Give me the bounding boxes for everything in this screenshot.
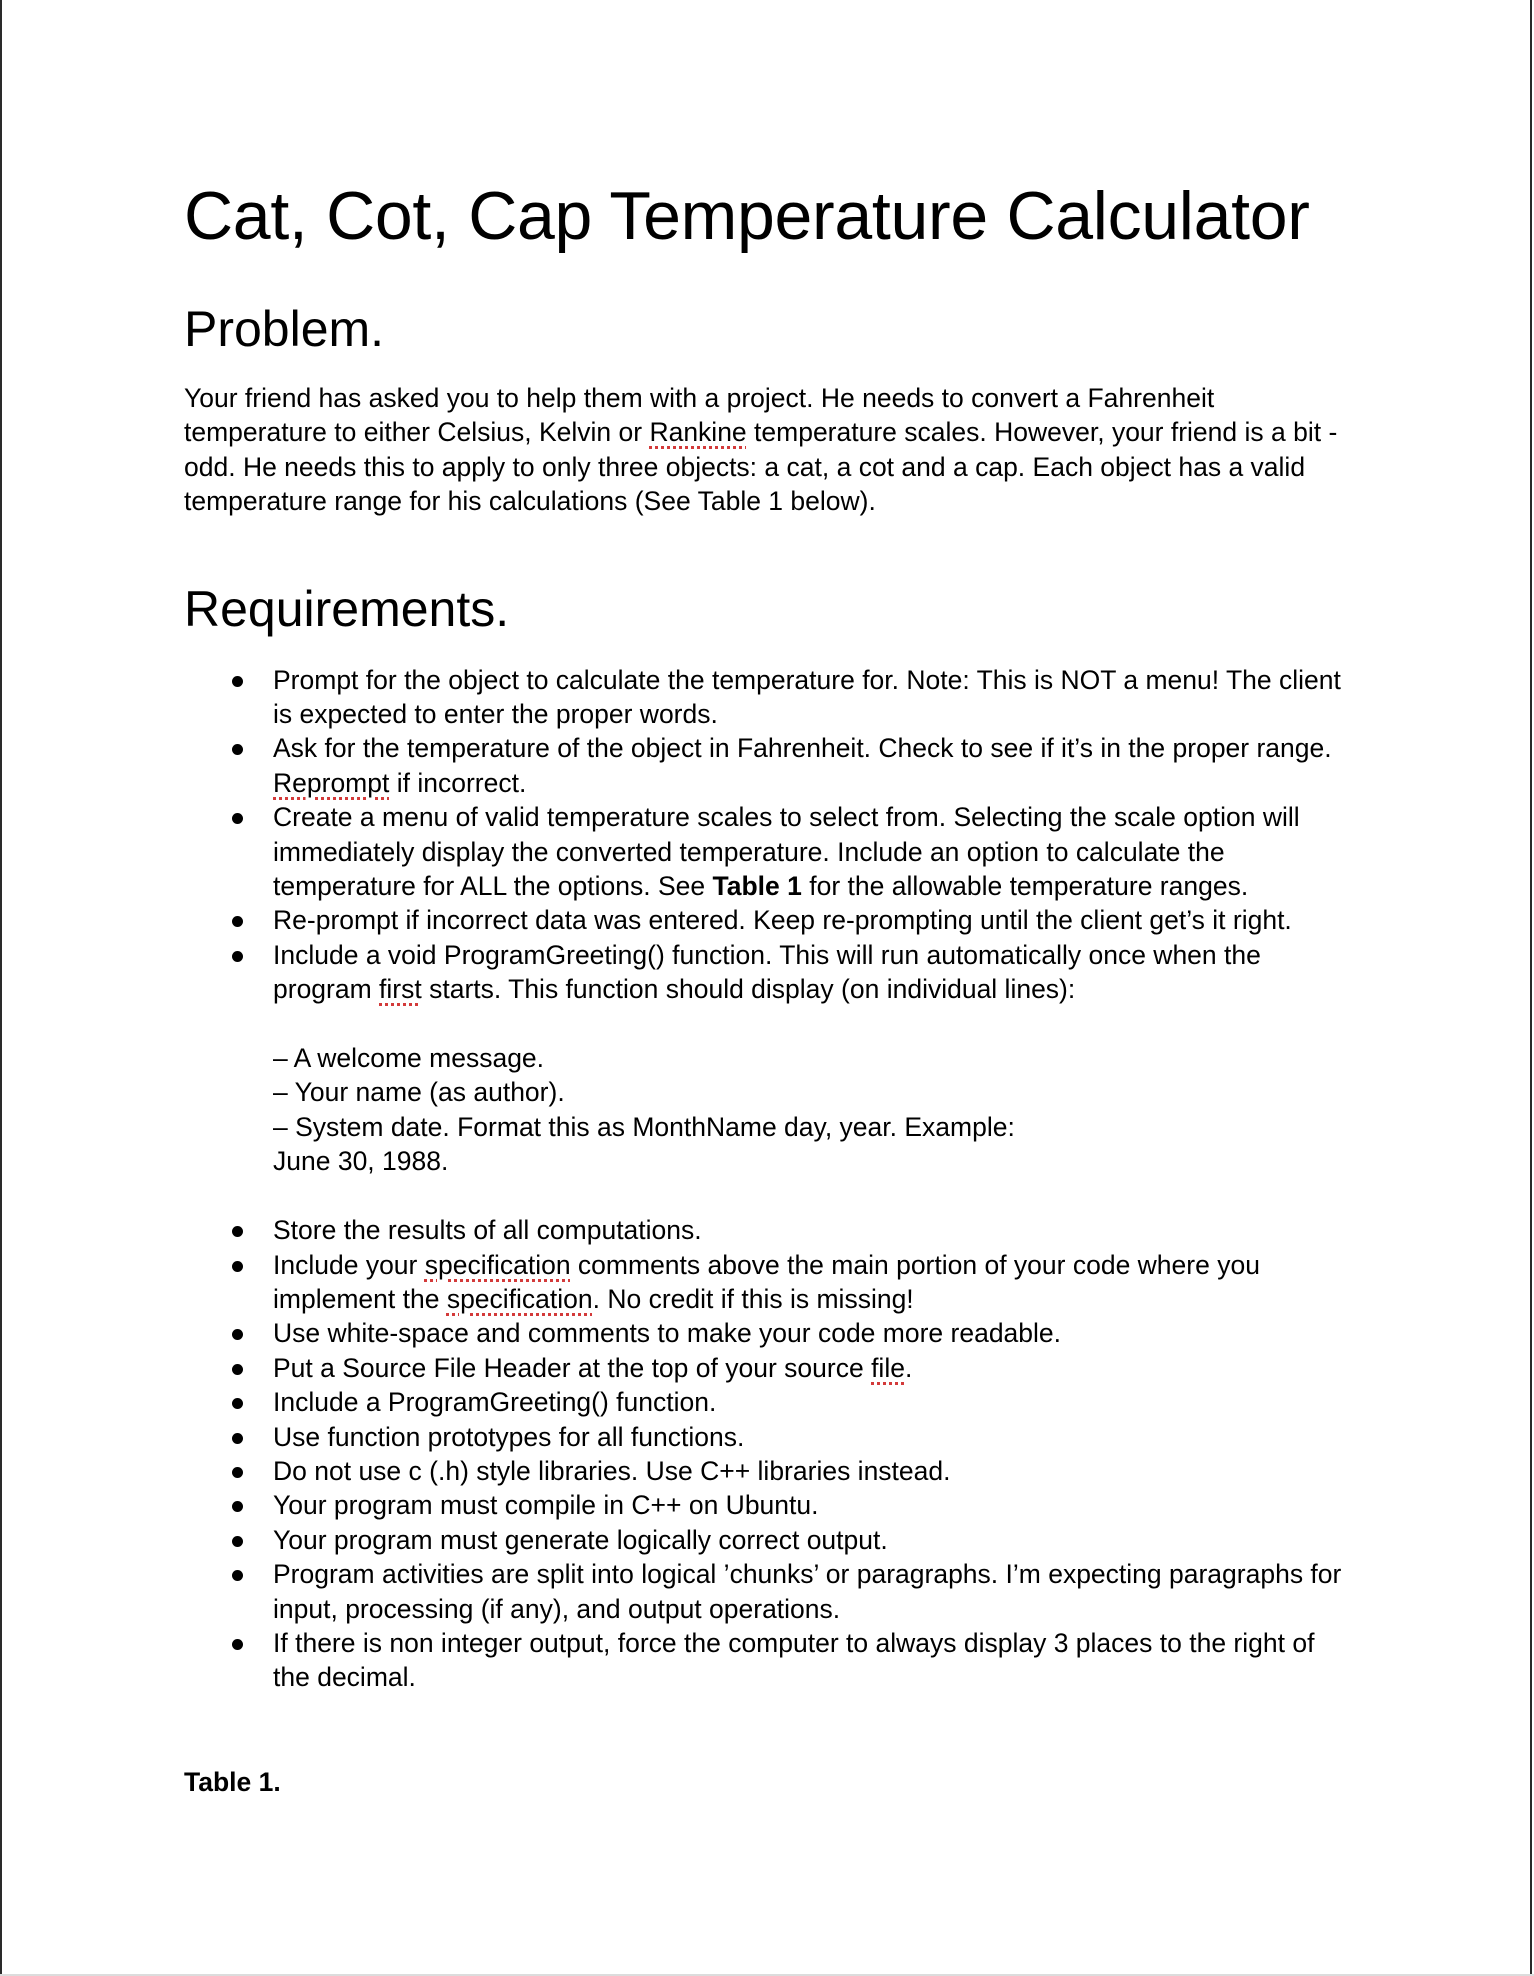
list-item — [273, 1488, 1354, 1522]
table-label: Table 1. — [184, 1766, 281, 1797]
list-item-text: . — [904, 1352, 913, 1383]
problem-text-part-2: temperature scales. However, your friend is a bit - odd. He needs this to apply to only three objects: a cat, a cot and a cap. Each object has a valid temperature range for his calculations (See Table 1 below). — [184, 417, 1338, 517]
greeting-lines — [184, 1041, 1354, 1179]
problem-heading: Problem. — [184, 301, 385, 357]
list-item — [273, 938, 1354, 1007]
list-item-text: Use function prototypes for all functions. — [273, 1421, 745, 1452]
document-content — [184, 170, 1354, 1799]
list-item-text: for the allowable temperature ranges. — [801, 871, 1249, 902]
requirements-heading: Requirements. — [184, 580, 510, 637]
list-item-text: Store the results of all computations. — [273, 1215, 702, 1246]
spellcheck-word: specification — [446, 1283, 593, 1314]
problem-text-part-1: Your friend has asked you to help them with a project. He needs to convert a Fahrenheit temperature to either Celsius, Kelvin or — [184, 383, 1215, 448]
problem-paragraph — [184, 381, 1354, 519]
requirements-list-b — [184, 1213, 1354, 1695]
list-item-text: Put a Source File Header at the top of your source — [273, 1352, 872, 1383]
list-item-text: Do not use c (.h) style libraries. Use C++ libraries instead. — [273, 1455, 951, 1486]
list-item — [273, 1351, 1354, 1385]
requirements-list-a — [184, 663, 1354, 1007]
spellcheck-word: specification — [424, 1249, 571, 1280]
spellcheck-word: Reprompt — [273, 767, 390, 798]
greeting-line: June 30, 1988. — [273, 1146, 449, 1177]
list-item — [273, 1385, 1354, 1419]
list-item — [273, 1626, 1354, 1695]
list-item-text: . No credit if this is missing! — [592, 1283, 914, 1314]
list-item-text: comments above the main portion of your code where you implement the — [273, 1249, 1260, 1314]
list-item-text: Your program must compile in C++ on Ubuntu. — [273, 1490, 819, 1521]
list-item — [273, 1248, 1354, 1317]
list-item-text: Use white-space and comments to make your code more readable. — [273, 1318, 1062, 1349]
list-item — [273, 1420, 1354, 1454]
list-item-text: Program activities are split into logical ’chunks’ or paragraphs. I’m expecting paragraphs for input, processing (if any), and output operations. — [273, 1559, 1342, 1624]
list-item — [273, 731, 1354, 800]
list-item-text: if incorrect. — [389, 767, 527, 798]
greeting-line: – A welcome message. — [273, 1043, 545, 1074]
list-item — [273, 1213, 1354, 1247]
list-item-text: Your program must generate logically correct output. — [273, 1524, 888, 1555]
list-item-text: Prompt for the object to calculate the temperature for. Note: This is NOT a menu! The client is expected to enter the proper words. — [273, 664, 1341, 730]
list-item — [273, 800, 1354, 903]
spellcheck-word: Rankine — [649, 417, 747, 448]
greeting-line: – Your name (as author). — [273, 1077, 565, 1108]
spellcheck-word: first — [379, 974, 422, 1005]
list-item — [273, 1454, 1354, 1488]
list-item-text: starts. This function should display (on individual lines): — [421, 974, 1076, 1005]
list-item-text: If there is non integer output, force the computer to always display 3 places to the right of the decimal. — [273, 1627, 1315, 1693]
greeting-line: – System date. Format this as MonthName day, year. Example: — [273, 1111, 1015, 1142]
list-item-text: Create a menu of valid temperature scales to select from. Selecting the scale option will immediately display the converted temperature. Include an option to calculate the temperature for ALL the options. See — [273, 802, 1300, 902]
list-item-text: Include a void ProgramGreeting() function. This will run automatically once when the program — [273, 939, 1261, 1005]
document-title: Cat, Cot, Cap Temperature Calculator — [184, 178, 1310, 254]
list-item-text: Re-prompt if incorrect data was entered. Keep re-prompting until the client get’s it right. — [273, 905, 1292, 936]
spellcheck-word: file — [871, 1352, 905, 1383]
list-item-text: Include your — [273, 1249, 425, 1280]
list-item — [273, 1523, 1354, 1557]
list-item — [273, 1557, 1354, 1626]
list-item-text: Include a ProgramGreeting() function. — [273, 1387, 717, 1418]
bold-reference: Table 1 — [712, 871, 802, 902]
list-item — [273, 903, 1354, 937]
list-item-text: Ask for the temperature of the object in Fahrenheit. Check to see if it’s in the proper range. — [273, 733, 1332, 764]
list-item — [273, 663, 1354, 732]
list-item — [273, 1316, 1354, 1350]
